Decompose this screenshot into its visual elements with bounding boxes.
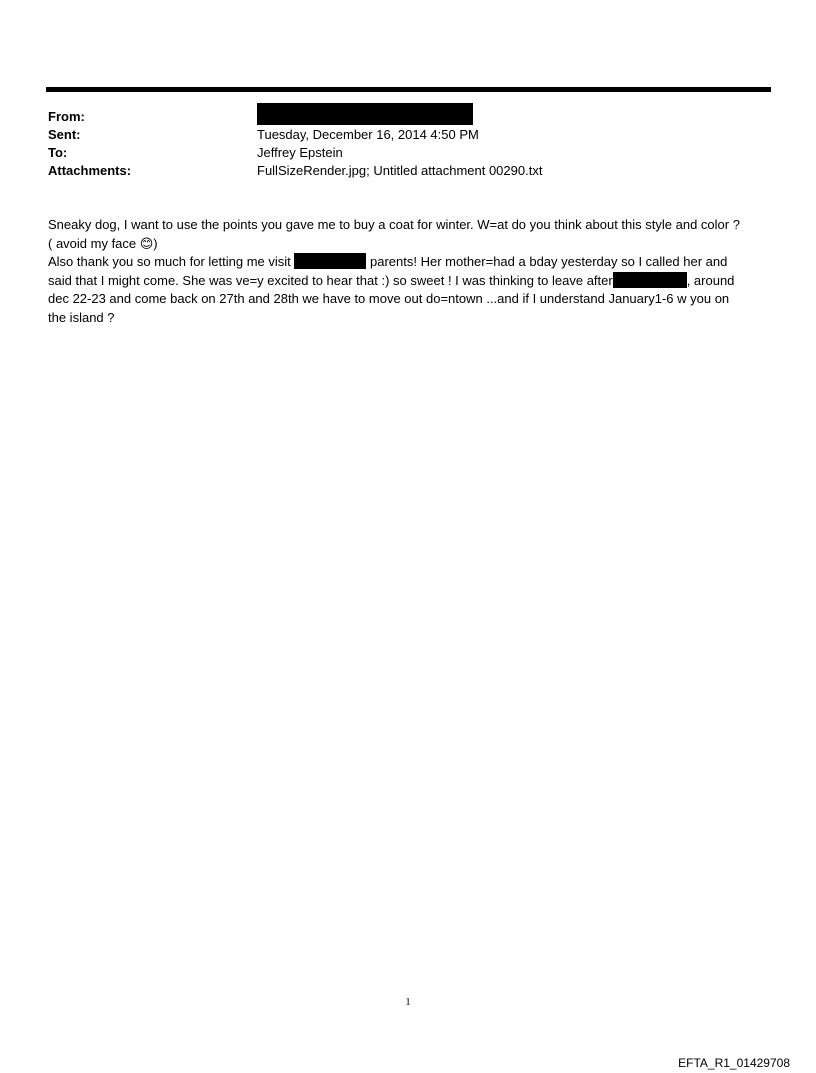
- to-value: Jeffrey Epstein: [257, 145, 343, 160]
- body-line-3-start: Also thank you so much for letting me visit: [48, 254, 295, 269]
- from-row: [48, 108, 768, 126]
- body-line-4-start: said that I might come. She was ve=y excited to hear that :) so sweet ! I was thinking to leave after: [48, 272, 613, 288]
- to-label: To:: [48, 145, 68, 160]
- email-body: [48, 216, 776, 327]
- header-rule: [46, 87, 771, 92]
- sent-label: Sent:: [48, 127, 81, 142]
- email-header: [48, 108, 768, 180]
- body-line-5: dec 22-23 and come back on 27th and 28th we have to move out do=ntown ...and if I understand January1-6 w you on: [48, 291, 730, 306]
- from-value: [257, 108, 473, 126]
- body-line-4-end: , around: [686, 272, 735, 288]
- redaction-block: [257, 103, 473, 125]
- attachments-label: Attachments:: [48, 163, 132, 178]
- body-line-1: Sneaky dog, I want to use the points you gave me to buy a coat for winter. W=at do you think about this style and color ?: [48, 217, 740, 232]
- body-line-6: the island ?: [48, 309, 115, 325]
- body-line-3: [48, 253, 776, 272]
- redaction-block: [613, 272, 687, 288]
- redaction-block: [294, 253, 366, 269]
- body-line-3-end: parents! Her mother=had a bday yesterday so I called her and: [366, 254, 728, 269]
- from-label: From:: [48, 109, 85, 124]
- sent-row: [48, 126, 768, 144]
- attachments-value: FullSizeRender.jpg; Untitled attachment 00290.txt: [257, 163, 543, 178]
- bates-number: EFTA_R1_01429708: [678, 1056, 790, 1070]
- body-line-2: ( avoid my face 😊): [48, 235, 158, 251]
- attachments-row: [48, 162, 768, 180]
- body-line-4: [48, 272, 776, 291]
- to-row: [48, 144, 768, 162]
- sent-value: Tuesday, December 16, 2014 4:50 PM: [257, 127, 479, 142]
- page-number: 1: [405, 996, 411, 1008]
